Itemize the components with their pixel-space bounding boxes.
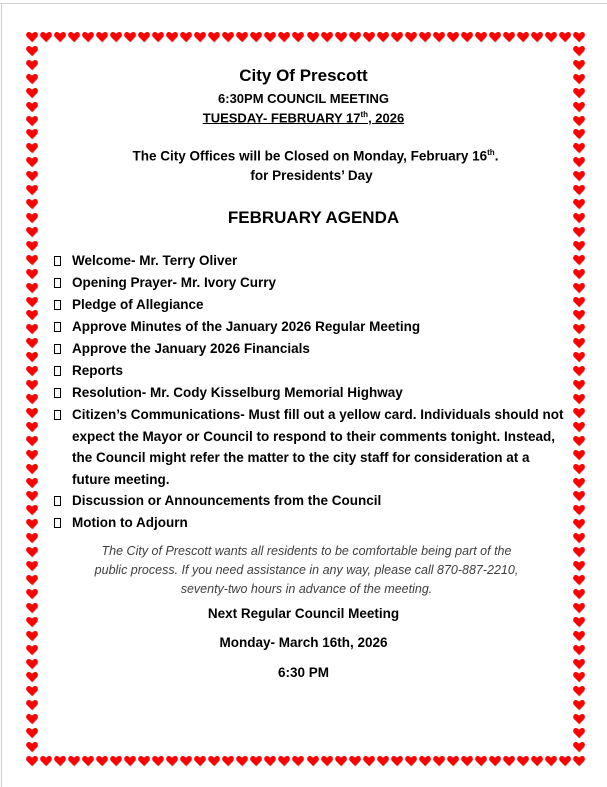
meeting-date-heading (0, 110, 607, 125)
heart-icon (349, 30, 361, 42)
heart-icon (82, 754, 94, 766)
heart-icon (26, 281, 38, 293)
heart-icon (573, 127, 585, 139)
disclaimer-line: The City of Prescott wants all residents to be comfortable being part of the (101, 544, 512, 558)
heart-icon (26, 392, 38, 404)
heart-icon (321, 30, 333, 42)
heart-icon (573, 267, 585, 279)
heart-icon (194, 30, 206, 42)
heart-icon (26, 406, 38, 418)
heart-icon (503, 754, 515, 766)
heart-icon (278, 30, 290, 42)
heart-icon (335, 30, 347, 42)
heart-icon (180, 754, 192, 766)
heart-icon (573, 281, 585, 293)
heart-icon (433, 754, 445, 766)
heart-icon (180, 30, 192, 42)
heart-icon (138, 754, 150, 766)
closure-notice-ordinal: th (487, 148, 495, 157)
heart-icon (26, 44, 38, 56)
agenda-list (54, 250, 564, 534)
heart-icon (573, 30, 585, 42)
agenda-item (54, 316, 564, 338)
heart-icon (26, 183, 38, 195)
heart-icon (419, 754, 431, 766)
meeting-date-ordinal: th (360, 110, 369, 119)
heart-icon (573, 336, 585, 348)
heart-icon (503, 30, 515, 42)
heart-icon (292, 754, 304, 766)
meeting-date-text: TUESDAY- FEBRUARY 17 (202, 110, 361, 126)
heart-icon (26, 336, 38, 348)
heart-icon (82, 30, 94, 42)
heart-icon (559, 30, 571, 42)
heart-icon (26, 740, 38, 752)
heart-icon (517, 30, 529, 42)
next-meeting-label: Next Regular Council Meeting (207, 606, 400, 621)
heart-icon (475, 754, 487, 766)
agenda-item-label: Motion to Adjourn (72, 515, 188, 530)
checkbox-square-icon (54, 322, 61, 332)
heart-icon (26, 295, 38, 307)
heart-icon (377, 754, 389, 766)
heart-icon (517, 754, 529, 766)
heart-icon (573, 476, 585, 488)
heart-icon (40, 754, 52, 766)
heart-icon (152, 754, 164, 766)
heart-icon (573, 420, 585, 432)
heart-icon (419, 30, 431, 42)
heart-icon (26, 462, 38, 474)
agenda-item-label: Approve Minutes of the January 2026 Regular Meeting (72, 319, 421, 334)
heart-icon (110, 754, 122, 766)
heart-icon (26, 350, 38, 362)
checkbox-square-icon (54, 344, 61, 354)
heart-icon (573, 726, 585, 738)
checkbox-square-icon (54, 388, 61, 398)
heart-icon (573, 712, 585, 724)
heart-icon (321, 754, 333, 766)
heart-icon (26, 726, 38, 738)
heart-icon (405, 30, 417, 42)
heart-icon (26, 364, 38, 376)
heart-icon (349, 754, 361, 766)
disclaimer-line: public process. If you need assistance in any way, please call 870-887-2210, (94, 563, 519, 577)
heart-icon (531, 754, 543, 766)
agenda-item (54, 294, 564, 316)
heart-icon (68, 754, 80, 766)
heart-icon (250, 754, 262, 766)
heart-icon (26, 322, 38, 334)
agenda-item (54, 360, 564, 382)
disclaimer-line: seventy-two hours in advance of the meeting. (180, 582, 433, 596)
agenda-item (54, 490, 564, 512)
heart-icon (250, 30, 262, 42)
heart-icon (573, 392, 585, 404)
next-meeting-time: 6:30 PM (277, 665, 330, 680)
heart-icon (307, 754, 319, 766)
heart-icon (573, 740, 585, 752)
heart-icon (40, 30, 52, 42)
agenda-item (54, 512, 564, 534)
closure-notice (0, 148, 607, 164)
heart-icon (166, 754, 178, 766)
heart-icon (236, 30, 248, 42)
heart-icon (573, 378, 585, 390)
heart-icon (26, 476, 38, 488)
heart-icon (573, 754, 585, 766)
heart-icon (222, 30, 234, 42)
checkbox-square-icon (54, 278, 61, 288)
heart-icon (391, 754, 403, 766)
closure-notice-text: The City Offices will be Closed on Monday, February 16 (132, 148, 488, 164)
heart-icon (307, 30, 319, 42)
meeting-time-heading: 6:30PM COUNCIL MEETING (218, 91, 389, 106)
heart-icon (26, 239, 38, 251)
agenda-item-label: Pledge of Allegiance (72, 297, 204, 312)
heart-icon (531, 30, 543, 42)
heart-icon (26, 503, 38, 515)
agenda-item-label: Reports (72, 363, 124, 378)
heart-icon (573, 308, 585, 320)
heart-icon (26, 448, 38, 460)
heart-icon (208, 30, 220, 42)
heart-icon (26, 489, 38, 501)
heart-icon (26, 517, 38, 529)
heart-icon (222, 754, 234, 766)
page-edge-top (0, 3, 607, 4)
checkbox-square-icon (54, 410, 61, 420)
heart-icon (26, 253, 38, 265)
accessibility-disclaimer (0, 542, 607, 599)
heart-icon (573, 698, 585, 710)
closure-notice-end: . (494, 148, 499, 164)
heart-icon (236, 754, 248, 766)
agenda-title: FEBRUARY AGENDA (227, 208, 400, 227)
heart-icon (573, 406, 585, 418)
heart-icon (573, 503, 585, 515)
heart-icon (26, 30, 38, 42)
checkbox-square-icon (54, 256, 61, 266)
agenda-item (54, 272, 564, 294)
heart-icon (278, 754, 290, 766)
agenda-item (54, 338, 564, 360)
heart-icon (26, 378, 38, 390)
heart-icon (26, 434, 38, 446)
heart-icon (292, 30, 304, 42)
heart-icon (573, 44, 585, 56)
checkbox-square-icon (54, 300, 61, 310)
heart-icon (194, 754, 206, 766)
heart-icon (461, 754, 473, 766)
heart-icon (461, 30, 473, 42)
heart-icon (489, 30, 501, 42)
heart-icon (96, 754, 108, 766)
heart-icon (433, 30, 445, 42)
heart-icon (573, 364, 585, 376)
heart-icon (26, 267, 38, 279)
heart-icon (26, 712, 38, 724)
heart-icon (447, 30, 459, 42)
agenda-item-label: Citizen’s Communications- Must fill out a yellow card. Individuals should not expect the Mayor or Council to respond to their comments tonight. Instead, the Council might refer the matter to the city staff for consideration at a future meeting. (72, 407, 564, 487)
checkbox-square-icon (54, 518, 61, 528)
heart-icon (363, 754, 375, 766)
agenda-item (54, 250, 564, 272)
heart-icon (559, 754, 571, 766)
heart-icon (68, 30, 80, 42)
heart-icon (573, 239, 585, 251)
heart-icon (26, 754, 38, 766)
heart-icon (54, 754, 66, 766)
heart-icon (573, 322, 585, 334)
document-title: City Of Prescott (239, 66, 368, 85)
agenda-item-label: Opening Prayer- Mr. Ivory Curry (72, 275, 277, 290)
heart-icon (166, 30, 178, 42)
checkbox-square-icon (54, 366, 61, 376)
heart-icon (573, 350, 585, 362)
heart-icon (573, 448, 585, 460)
heart-icon (26, 684, 38, 696)
heart-icon (573, 253, 585, 265)
heart-icon (54, 30, 66, 42)
next-meeting-date: Monday- March 16th, 2026 (219, 635, 388, 650)
heart-icon (545, 754, 557, 766)
heart-icon (335, 754, 347, 766)
heart-icon (447, 754, 459, 766)
heart-icon (573, 462, 585, 474)
agenda-item-label: Resolution- Mr. Cody Kisselburg Memorial Highway (72, 385, 403, 400)
heart-icon (489, 754, 501, 766)
agenda-item-label: Approve the January 2026 Financials (72, 341, 310, 356)
heart-icon (573, 434, 585, 446)
heart-icon (264, 30, 276, 42)
heart-icon (545, 30, 557, 42)
heart-icon (26, 698, 38, 710)
heart-icon (475, 30, 487, 42)
heart-icon (110, 30, 122, 42)
heart-icon (264, 754, 276, 766)
agenda-item (54, 404, 564, 490)
heart-icon (573, 295, 585, 307)
heart-icon (363, 30, 375, 42)
heart-icon (377, 30, 389, 42)
heart-icon (152, 30, 164, 42)
heart-icon (391, 30, 403, 42)
heart-icon (96, 30, 108, 42)
checkbox-square-icon (54, 496, 61, 506)
heart-icon (124, 754, 136, 766)
heart-icon (573, 684, 585, 696)
meeting-date-year: , 2026 (368, 110, 405, 126)
agenda-item (54, 382, 564, 404)
heart-icon (26, 420, 38, 432)
closure-reason: for Presidents’ Day (250, 168, 373, 183)
agenda-item-label: Welcome- Mr. Terry Oliver (72, 253, 238, 268)
heart-icon (124, 30, 136, 42)
heart-icon (208, 754, 220, 766)
heart-icon (573, 517, 585, 529)
heart-icon (405, 754, 417, 766)
heart-icon (26, 308, 38, 320)
heart-icon (138, 30, 150, 42)
heart-icon (26, 127, 38, 139)
heart-icon (573, 489, 585, 501)
heart-icon (573, 183, 585, 195)
agenda-item-label: Discussion or Announcements from the Council (72, 493, 382, 508)
